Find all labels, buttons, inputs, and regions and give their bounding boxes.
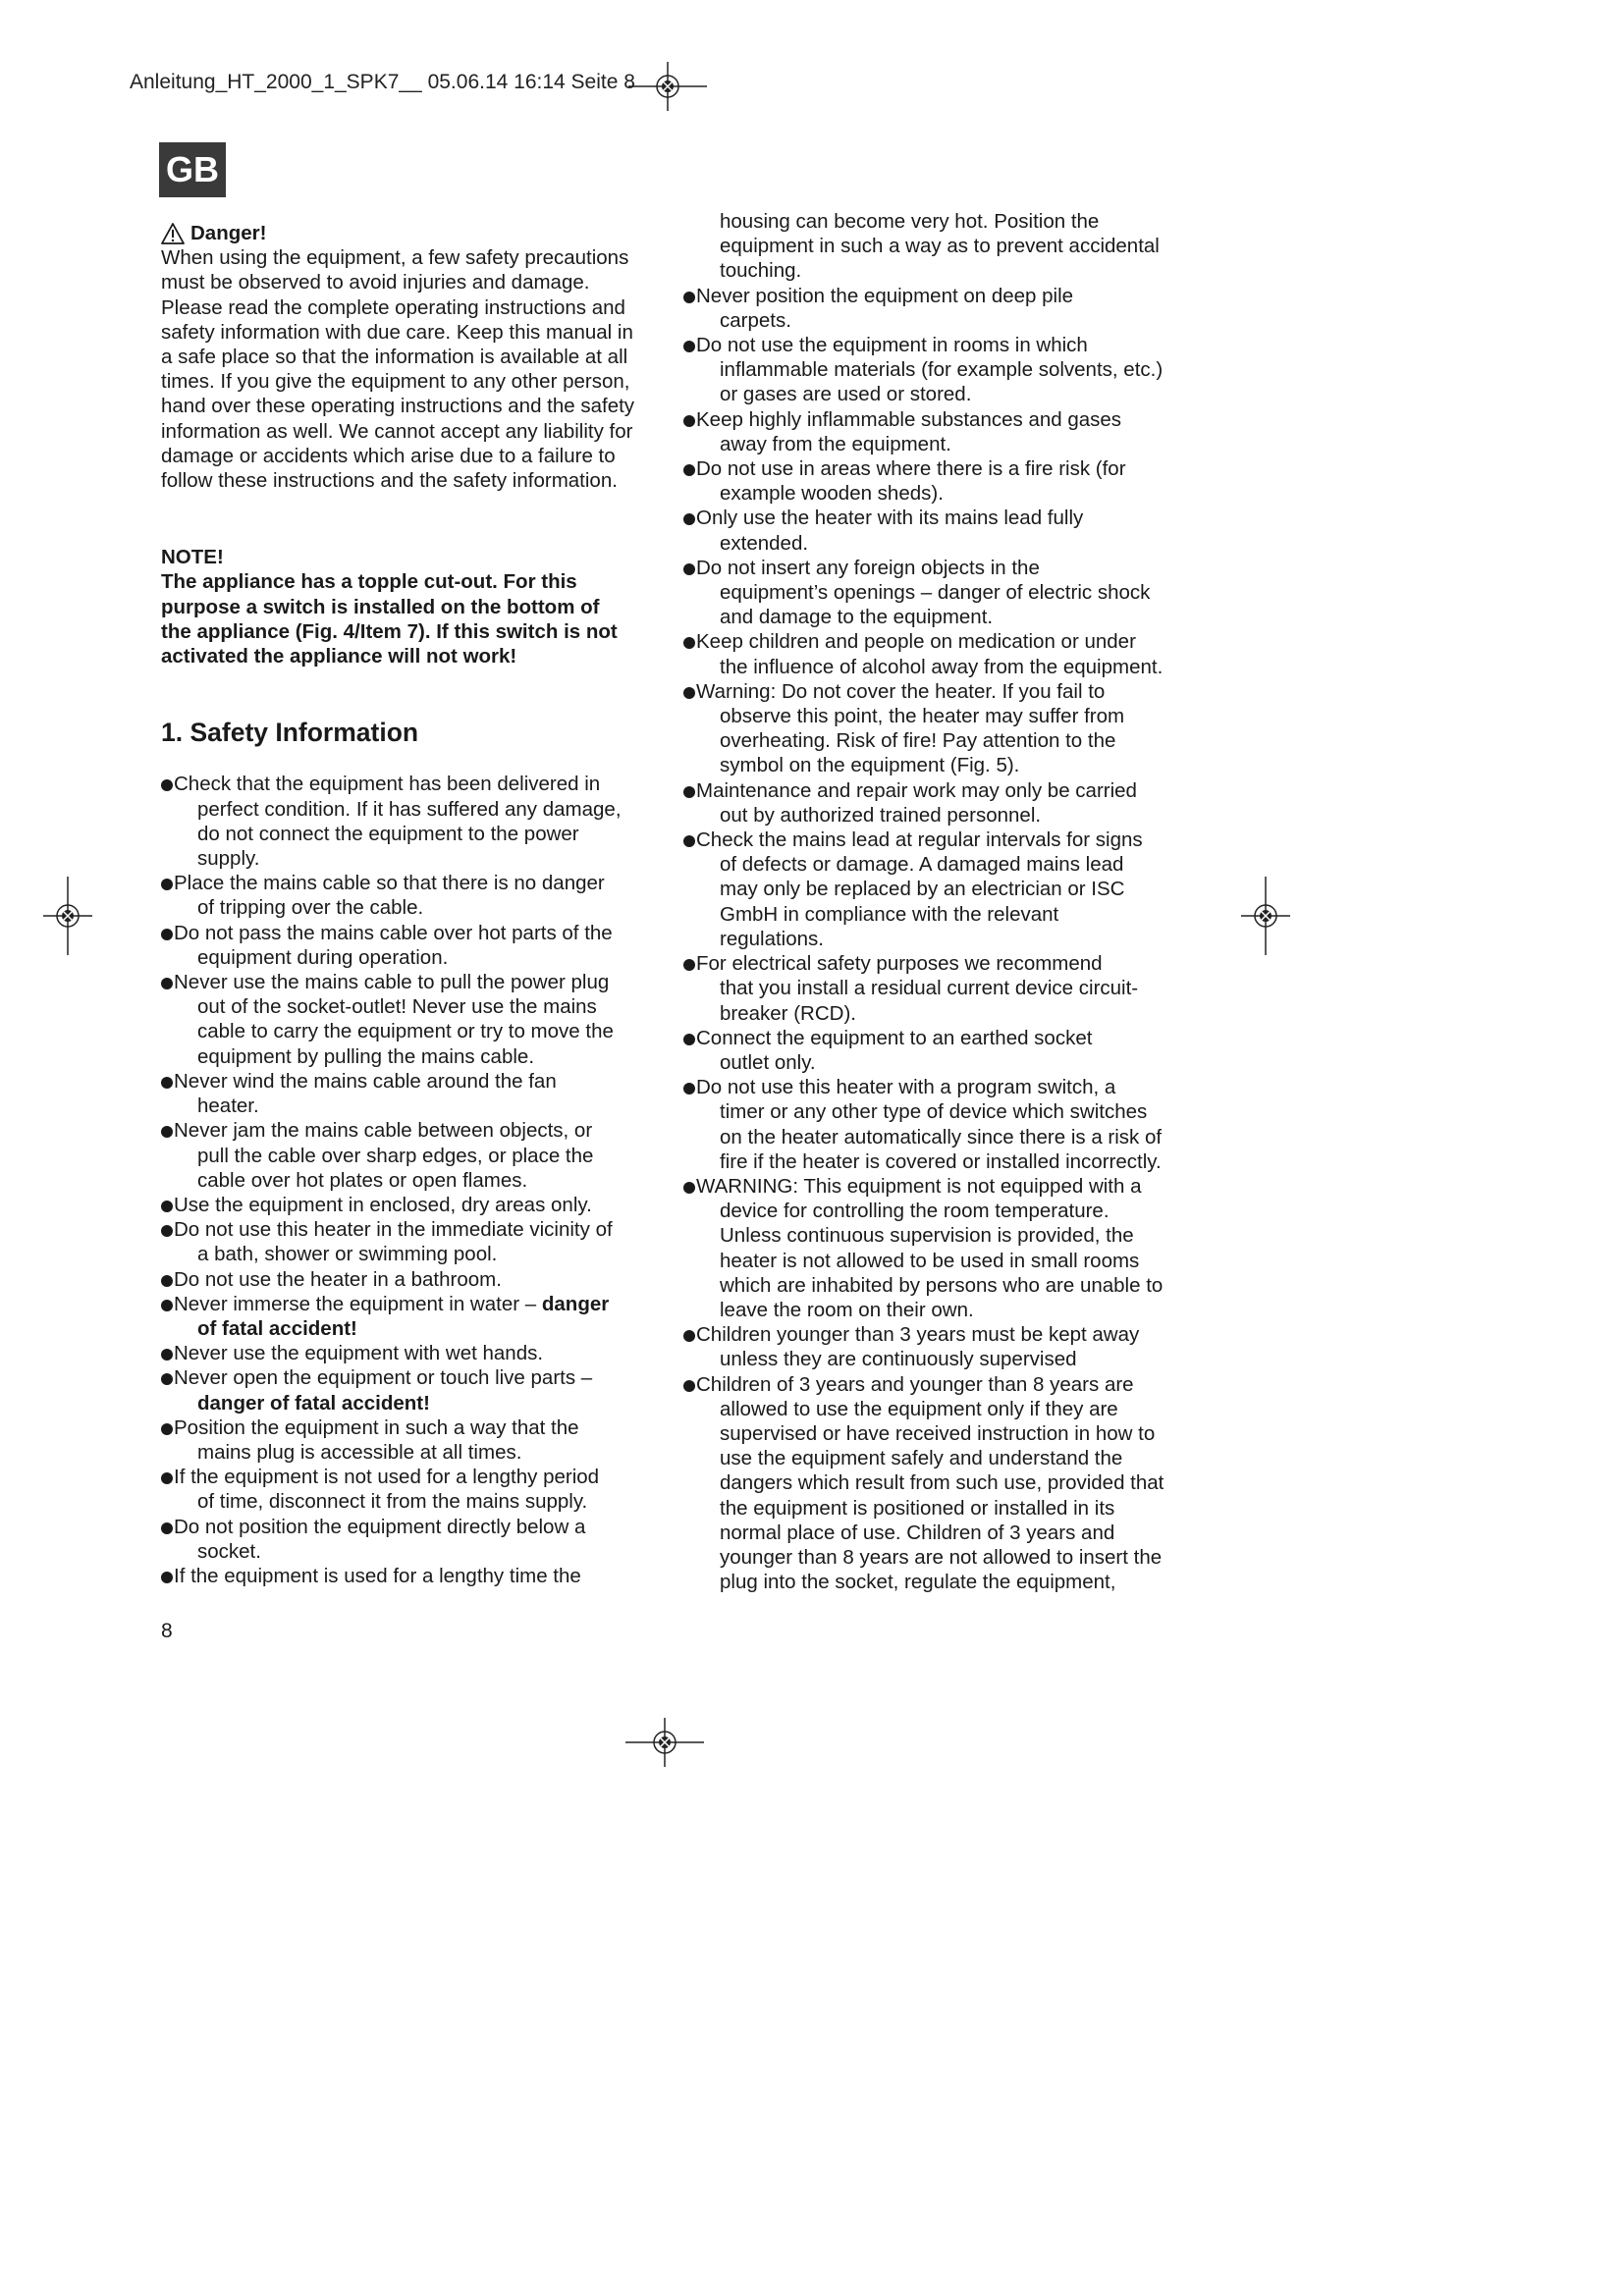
page-number: 8 bbox=[161, 1620, 173, 1642]
text-line: heater is not allowed to be used in small rooms bbox=[720, 1249, 1140, 1272]
text-line: Keep highly inflammable substances and gases bbox=[696, 407, 1122, 431]
text-line: Do not use the equipment in rooms in which bbox=[696, 334, 1088, 357]
list-item bbox=[161, 921, 652, 970]
text-line: normal place of use. Children of 3 years and bbox=[720, 1521, 1115, 1544]
text-line: Warning: Do not cover the heater. If you fail to bbox=[696, 679, 1106, 703]
list-item bbox=[683, 333, 1194, 407]
danger-heading bbox=[161, 221, 652, 245]
print-file-info: Anleitung_HT_2000_1_SPK7__ 05.06.14 16:14 Seite 8 bbox=[130, 71, 635, 93]
text-line: on the heater automatically since there is a risk of bbox=[720, 1125, 1163, 1148]
text-line: a bath, shower or swimming pool. bbox=[197, 1243, 498, 1266]
text-line: the influence of alcohol away from the equipment. bbox=[720, 655, 1164, 678]
text-line: carpets. bbox=[720, 308, 791, 332]
text-line: touching. bbox=[720, 259, 802, 283]
list-item bbox=[683, 828, 1194, 951]
registration-mark-icon bbox=[1241, 877, 1290, 955]
list-item bbox=[161, 1292, 652, 1341]
text-line: plug into the socket, regulate the equipment, bbox=[720, 1571, 1116, 1594]
list-item bbox=[683, 951, 1194, 1026]
text-line: information as well. We cannot accept any liability for bbox=[161, 419, 633, 443]
text-line: overheating. Risk of fire! Pay attention to the bbox=[720, 729, 1116, 753]
text-line: out by authorized trained personnel. bbox=[720, 803, 1042, 827]
text-line: Place the mains cable so that there is no danger bbox=[174, 872, 605, 895]
text-line: the equipment is positioned or installed in its bbox=[720, 1496, 1115, 1520]
text-line: GmbH in compliance with the relevant bbox=[720, 902, 1059, 926]
text-line: If the equipment is not used for a lengthy period bbox=[174, 1466, 600, 1489]
text-line: unless they are continuously supervised bbox=[720, 1348, 1077, 1371]
text-line: of defects or damage. A damaged mains lead bbox=[720, 853, 1124, 877]
text-line: follow these instructions and the safety information. bbox=[161, 469, 618, 493]
text-line: Please read the complete operating instructions and bbox=[161, 295, 625, 319]
text-line: Do not use the heater in a bathroom. bbox=[174, 1267, 502, 1291]
list-item bbox=[161, 1217, 652, 1266]
danger-paragraph bbox=[161, 245, 652, 493]
text-line: mains plug is accessible at all times. bbox=[197, 1440, 522, 1464]
text-line: dangers which result from such use, provided that bbox=[720, 1471, 1164, 1495]
list-item bbox=[161, 772, 652, 871]
text-line: allowed to use the equipment only if they are bbox=[720, 1397, 1118, 1420]
list-item bbox=[683, 1322, 1194, 1371]
note-line: the appliance (Fig. 4/Item 7). If this switch is not bbox=[161, 619, 618, 643]
list-item bbox=[161, 1465, 652, 1514]
text-line: Only use the heater with its mains lead fully bbox=[696, 507, 1084, 530]
text-line: away from the equipment. bbox=[720, 432, 951, 455]
list-item bbox=[683, 284, 1194, 333]
text-line: use the equipment safely and understand the bbox=[720, 1447, 1123, 1470]
text-line: If the equipment is used for a lengthy time the bbox=[174, 1564, 581, 1587]
registration-mark-icon bbox=[43, 877, 92, 955]
text-line: leave the room on their own. bbox=[720, 1298, 974, 1321]
text-line: equipment’s openings – danger of electric shock bbox=[720, 581, 1151, 605]
text-line: supervised or have received instruction in how to bbox=[720, 1421, 1156, 1445]
left-column bbox=[161, 221, 652, 1588]
text-line: symbol on the equipment (Fig. 5). bbox=[720, 754, 1020, 777]
text-line: device for controlling the room temperature. bbox=[720, 1200, 1110, 1223]
text-line: For electrical safety purposes we recommend bbox=[696, 952, 1103, 976]
registration-mark-icon bbox=[628, 62, 707, 111]
list-item bbox=[161, 1193, 652, 1217]
registration-mark-icon bbox=[625, 1718, 704, 1767]
list-item bbox=[683, 1075, 1194, 1174]
note-block bbox=[161, 545, 652, 668]
note-line: activated the appliance will not work! bbox=[161, 645, 517, 668]
list-item bbox=[683, 556, 1194, 630]
note-line: The appliance has a topple cut-out. For this bbox=[161, 570, 577, 594]
list-item bbox=[161, 1365, 652, 1415]
text-line: timer or any other type of device which switches bbox=[720, 1100, 1148, 1124]
text-line: Never position the equipment on deep pile bbox=[696, 284, 1074, 307]
note-line: purpose a switch is installed on the bottom of bbox=[161, 595, 600, 618]
text-line: and damage to the equipment. bbox=[720, 606, 994, 629]
text-line: supply. bbox=[197, 847, 260, 871]
text-line: a safe place so that the information is available at all bbox=[161, 346, 628, 369]
text-line: Never jam the mains cable between objects, or bbox=[174, 1119, 593, 1143]
text-line: Do not use this heater in the immediate vicinity of bbox=[174, 1218, 613, 1242]
text-line: Do not use this heater with a program switch, a bbox=[696, 1076, 1116, 1099]
list-item bbox=[161, 1069, 652, 1118]
text-line: inflammable materials (for example solvents, etc.) bbox=[720, 358, 1164, 382]
text-line: Keep children and people on medication or under bbox=[696, 630, 1136, 654]
list-item bbox=[161, 871, 652, 920]
text-line: must be observed to avoid injuries and damage. bbox=[161, 271, 590, 294]
text-line: example wooden sheds). bbox=[720, 482, 944, 506]
text-line: Never open the equipment or touch live parts – bbox=[174, 1366, 593, 1390]
list-item bbox=[683, 407, 1194, 456]
right-column bbox=[683, 209, 1194, 1594]
text-line: that you install a residual current device circuit- bbox=[720, 977, 1139, 1000]
section-title: 1. Safety Information bbox=[161, 718, 419, 748]
text-line: pull the cable over sharp edges, or place the bbox=[197, 1144, 594, 1167]
text-line: Never use the equipment with wet hands. bbox=[174, 1342, 544, 1365]
text-line: outlet only. bbox=[720, 1050, 816, 1074]
text-line: Do not insert any foreign objects in the bbox=[696, 556, 1040, 579]
text-line: cable to carry the equipment or try to move the bbox=[197, 1020, 614, 1043]
text-line: younger than 8 years are not allowed to insert the bbox=[720, 1545, 1163, 1569]
list-item bbox=[683, 629, 1194, 678]
list-item bbox=[683, 456, 1194, 506]
text-line: breaker (RCD). bbox=[720, 1001, 856, 1025]
list-item bbox=[683, 778, 1194, 828]
text-line: WARNING: This equipment is not equipped with a bbox=[696, 1174, 1142, 1198]
text-span: Never immerse the equipment in water – bbox=[174, 1292, 537, 1315]
text-line: extended. bbox=[720, 531, 809, 555]
text-line bbox=[174, 1292, 652, 1316]
text-line: do not connect the equipment to the power bbox=[197, 822, 579, 845]
text-line: Children younger than 3 years must be kept away bbox=[696, 1323, 1140, 1347]
text-line: which are inhabited by persons who are unable to bbox=[720, 1273, 1164, 1297]
text-line: Do not position the equipment directly below a bbox=[174, 1515, 586, 1538]
text-line: or gases are used or stored. bbox=[720, 383, 972, 406]
text-line: equipment by pulling the mains cable. bbox=[197, 1044, 535, 1068]
text-line: of time, disconnect it from the mains supply. bbox=[197, 1490, 588, 1514]
bold-line: danger of fatal accident! bbox=[197, 1391, 430, 1415]
text-line: Use the equipment in enclosed, dry areas only. bbox=[174, 1193, 592, 1216]
text-line: of tripping over the cable. bbox=[197, 896, 424, 920]
text-line: Maintenance and repair work may only be carried bbox=[696, 778, 1137, 802]
text-line: out of the socket-outlet! Never use the mains bbox=[197, 995, 597, 1019]
text-line: cable over hot plates or open flames. bbox=[197, 1168, 528, 1192]
list-item bbox=[683, 1026, 1194, 1075]
note-title: NOTE! bbox=[161, 546, 224, 569]
text-line: Never use the mains cable to pull the power plug bbox=[174, 971, 610, 994]
bold-text: danger bbox=[541, 1292, 610, 1315]
warning-triangle-icon bbox=[161, 223, 185, 244]
list-item bbox=[683, 679, 1194, 778]
safety-list-right bbox=[683, 284, 1194, 1595]
text-line: heater. bbox=[197, 1095, 259, 1118]
text-line: Unless continuous supervision is provided, the bbox=[720, 1224, 1134, 1248]
text-line: Position the equipment in such a way that the bbox=[174, 1415, 579, 1439]
text-line: socket. bbox=[197, 1539, 261, 1563]
text-line: equipment in such a way as to prevent accidental bbox=[720, 235, 1160, 258]
list-item bbox=[683, 506, 1194, 555]
text-line: safety information with due care. Keep this manual in bbox=[161, 320, 633, 344]
text-line: hand over these operating instructions and the safety bbox=[161, 395, 635, 418]
text-line: housing can become very hot. Position the bbox=[720, 210, 1100, 233]
list-item bbox=[161, 1118, 652, 1193]
text-line: Do not pass the mains cable over hot parts of the bbox=[174, 921, 613, 944]
text-line: equipment during operation. bbox=[197, 945, 449, 969]
text-line: Check that the equipment has been delivered in bbox=[174, 773, 601, 796]
text-line: may only be replaced by an electrician or ISC bbox=[720, 878, 1125, 901]
text-line: Do not use in areas where there is a fire risk (for bbox=[696, 457, 1126, 481]
list-item bbox=[161, 1564, 652, 1588]
danger-title: Danger! bbox=[190, 222, 267, 244]
bold-line: of fatal accident! bbox=[197, 1316, 357, 1340]
list-item bbox=[161, 970, 652, 1069]
list-item bbox=[161, 1267, 652, 1292]
text-line: observe this point, the heater may suffer from bbox=[720, 705, 1125, 728]
list-item bbox=[683, 1372, 1194, 1595]
text-line: times. If you give the equipment to any other person, bbox=[161, 370, 630, 394]
text-line: perfect condition. If it has suffered any damage, bbox=[197, 797, 622, 821]
text-line: Connect the equipment to an earthed socket bbox=[696, 1026, 1093, 1049]
text-line: Check the mains lead at regular intervals for signs bbox=[696, 828, 1143, 852]
list-item bbox=[161, 1341, 652, 1365]
continuation-text bbox=[683, 209, 1194, 284]
list-item bbox=[683, 1174, 1194, 1322]
text-line: fire if the heater is covered or installed incorrectly. bbox=[720, 1149, 1162, 1173]
language-badge: GB bbox=[159, 142, 226, 197]
text-line: damage or accidents which arise due to a failure to bbox=[161, 444, 616, 467]
text-line: regulations. bbox=[720, 927, 824, 950]
text-line: Children of 3 years and younger than 8 years are bbox=[696, 1372, 1134, 1396]
safety-list-left bbox=[161, 772, 652, 1588]
text-line: Never wind the mains cable around the fan bbox=[174, 1069, 557, 1093]
text-line: When using the equipment, a few safety precautions bbox=[161, 246, 629, 270]
list-item bbox=[161, 1515, 652, 1564]
list-item bbox=[161, 1415, 652, 1465]
